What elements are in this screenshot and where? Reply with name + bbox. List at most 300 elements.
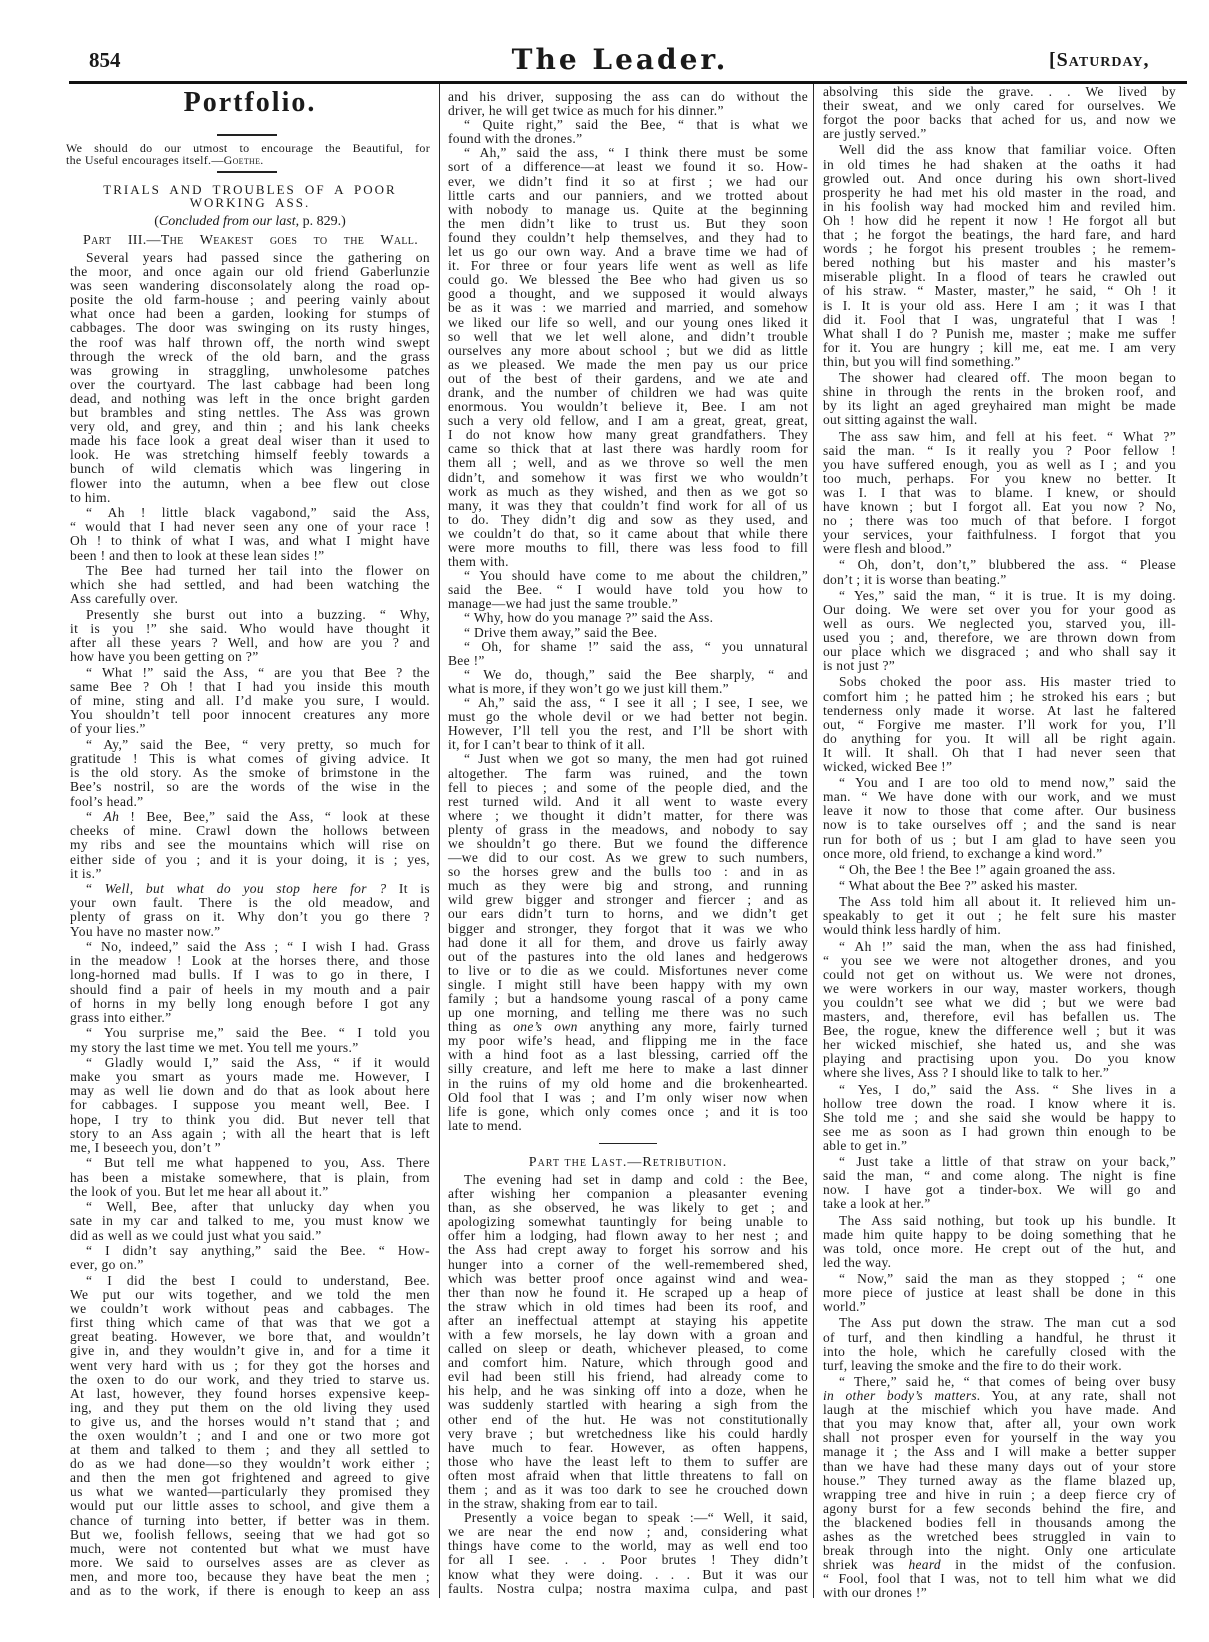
text-line: those who have the least left to them to suffer are [448,1453,808,1469]
text-line: give in, and they wouldn’t give in, and for a time it [70,1343,430,1359]
text-line: went very hard with us ; for they got the horses and [70,1357,430,1373]
text-line: been ! and then to look at these lean sides !” [70,547,325,563]
date-header: [Saturday, [1049,49,1150,71]
text-line: She told me ; and she said she would be happy to [823,1109,1176,1125]
text-line: posite the old farm-house ; and peering vainly about [70,292,430,308]
article-title-line: WORKING ASS. [189,194,311,210]
paragraph [823,1083,1176,1153]
paragraph [823,940,1176,1081]
text-line: break through into the night. Only one articulate [823,1543,1176,1559]
text-line: run for both of us ; but I am glad to have seen you [823,831,1176,847]
text-line: Ass carefully over. [70,591,179,607]
paragraph [823,85,1176,141]
text-line: should find a pair of heels in my mouth and a pair [70,981,430,997]
text-line: in the meadow ! Look at the horses there, and those [70,953,430,969]
section-title: Portfolio. [183,87,317,118]
text-line: said the man. “ Is it really you ? Poor fellow ! [823,442,1176,458]
text-line: “ Quite right,” said the Bee, “ that is what we [464,117,808,133]
text-line: ourselves any more about school ; but we did as little [448,342,808,358]
text-line: in his foolish way had mocked him and reviled him. [823,198,1176,214]
column-divider [439,84,440,1598]
text-line: their sweat, and we only cared for ourselves. We [823,98,1176,114]
text-line: out of the best of their gardens, and we ate and [448,370,808,386]
text-line: than we have had these many days out of your store [823,1458,1176,1474]
text-line: man. “ We have done with our work, and we must [823,789,1176,805]
text-line: over the courtyard. The last cabbage had been long [70,376,430,392]
text-line: wild grew bigger and stronger and fiercer ; and as [448,892,808,908]
text-line: world.” [823,1299,866,1315]
text-line: it. For three or four years life went as well as life [448,258,808,274]
text-line: see me as soon as I had grown thin enough to be [823,1123,1176,1139]
text-line: “ You surprise me,” said the Bee. “ I told you [86,1025,430,1041]
paragraph [448,752,808,1133]
text-line: good a thought, and we supposed it would always [448,286,808,302]
text-line: it, for I can’t bear to think of it all. [448,737,646,753]
paragraph [823,558,1176,586]
text-line: Oh ! how did he repent it now ! He forgot all but [823,212,1176,228]
text-line: look. He was stretching himself feebly towards a [70,447,430,463]
text-line: through the wreck of the old barn, and the grass [70,348,430,364]
text-line: tenderness only made it worse. At last he faltered [823,702,1176,718]
text-line: “ Now,” said the man as they stopped ; “ one [839,1271,1176,1287]
text-line: didn’t, and somehow it was first we who wouldn’t [448,469,808,485]
text-line: ever, go on.” [70,1257,144,1273]
text-line: the oxen to do our work, and they tried to starve us. [70,1371,430,1387]
text-line: than, as she observed, he was likely to get ; and [448,1200,808,1216]
text-line: found with the drones.” [448,131,583,147]
italic-text: one’s own [513,1019,578,1035]
article-title-line: TRIALS AND TROUBLES OF A POOR [103,182,397,197]
text-line: grass into either.” [70,1009,172,1025]
italic-text: Well, but what do you stop here for ? [104,881,387,897]
text-line: things have come to the world, may as well end too [448,1538,808,1554]
text-line: plenty of grass in the meadows, and nobody to say [448,821,808,837]
paragraph [823,776,1176,861]
paragraph [448,146,808,569]
text-line: driver, he will get twice as much for his dinner.” [448,103,724,119]
text-line: in old times he had shaken at the oaths it had [823,156,1176,172]
text-line: with a few morsels, he lay down with a groan and [448,1326,808,1342]
text-line: “ No, indeed,” said the Ass ; “ I wish I had. Grass [86,939,430,955]
text-line: “ you see we were not altogether drones, and you [823,952,1176,968]
text-line: However, I’ll tell you the rest, and I’ll be short with [448,723,808,739]
text-line: What shall I do ? Punish me, master ; make me suffer [823,325,1176,341]
text-line: playing and practising upon you. Do you know [823,1051,1176,1067]
text-line: out sitting against the wall. [823,412,978,428]
text-line: “ Ah ! little black vagabond,” said the Ass, [86,505,430,521]
text-line: take a look at her.” [823,1196,931,1212]
text-line: hope, I try to think you did. But never tell that [70,1111,430,1127]
text-line: We put our wits together, and we told the men [70,1287,430,1303]
text-line: sort of a difference—at least we found it so. How- [448,159,808,175]
continuation-note: (Concluded from our last, p. 829.) [154,214,346,229]
divider-rule [599,1143,657,1144]
text-line: do anything for you. It will all be right again. [823,730,1176,746]
text-line: to live or to die as we could. Misfortunes never come [448,962,808,978]
text-line: speakably to get it out ; he felt sure his master [823,908,1176,924]
text-line: and as to the work, if there is enough to keep an ass [70,1583,430,1599]
text-line: it is.” [70,865,102,881]
text-line: “ Ah,” said the ass, “ I think there must be some [464,145,808,161]
text-line: his help, and he was sinking off into a doze, when he [448,1383,808,1399]
text-line: either side of you ; and it is your doing, it is ; yes, [70,851,430,867]
text-line: to do. They didn’t dig and sow as they used, and [448,511,808,527]
paragraph [70,1026,430,1054]
text-line: enormous. You wouldn’t believe it, Bee. I am not [448,399,808,415]
paragraph [448,696,808,752]
text-line: dead, and nothing was left in the once bright garden [70,390,430,406]
text-line: faults. Nostra culpa; nostra maxima culpa, and past [448,1580,808,1596]
text-line: was seen wandering disconsolately along the road op- [70,278,430,294]
paragraph [448,640,808,668]
text-line: by its light an aged greyhaired man might be made [823,398,1176,414]
epigraph-line: We should do our utmost to encourage the Beautiful, for [66,141,430,155]
divider-rule [217,171,277,173]
text-line: the straw which in old times had been its roof, and [448,1298,808,1314]
text-line: Bee’s nostril, so are the words of the wise in the [70,779,430,795]
text-line: with our drones !” [823,1585,927,1601]
text-line: was growing in straggling, unwholesome patches [70,362,430,378]
text-line: with nobody to manage us. Quite at the beginning [448,201,808,217]
text-line: masters, and, therefore, evil has befallen us. The [823,1009,1176,1025]
epigraph-line [66,154,430,166]
text-line: said the man, “ and come along. The night is fine [823,1168,1176,1184]
text-line: the blackened bodies fell in thousands among the [823,1514,1176,1530]
text-line: work as much as they wished, and then as we got so [448,483,808,499]
text-line: in the ruins of my old home and die brokenhearted. [448,1075,808,1091]
text-line: them ; and as it was too dark to see he crouched down [448,1482,808,1497]
text-line: bigger and stronger, they forgot that it was we who [448,920,808,936]
text-line: for all I see. . . . Poor brutes ! They didn’t [448,1552,808,1568]
text-line: thin, but you will find something.” [823,353,1021,369]
text-line: bered nothing but his master and his master’s [823,255,1176,271]
text-line: may as well lie down and do that as look about here [70,1083,430,1099]
paragraph [448,569,808,611]
text-line: “ Oh, the Bee ! the Bee !” again groaned the ass. [839,861,1116,877]
text-line: first thing which came of that was that we got a [70,1315,430,1331]
text-line: led the way. [823,1254,892,1270]
text-line: after an ineffectual attempt at staying his appetite [448,1312,808,1328]
text-line: “ Gladly would I,” said the Ass, “ if it would [86,1055,430,1071]
text-line: Several years had passed since the gathering on [86,250,430,265]
text-line: my ribs and see the mountains which will rise on [70,837,430,853]
text-line: shall not prosper even for yourself in the way you [823,1430,1176,1446]
text-line: “ Oh, don’t, don’t,” blubbered the ass. “ Please [839,557,1176,573]
text-line: was told, once more. He crept out of the hut, and [823,1240,1176,1256]
text-line: leave it now to those that come after. Our business [823,803,1176,819]
text-line: the men didn’t like to trust us. But they soon [448,215,808,231]
text-line: “ You should have come to me about the children,” [464,568,808,584]
text-line: so well that we let well alone, and didn’t trouble [448,328,808,344]
paragraph [70,251,430,505]
text-line: “ Yes, I do,” said the Ass. “ She lives in a [839,1081,1176,1097]
text-line: did it. Fool that I was, ungrateful that I was ! [823,311,1176,327]
text-line: house.” They turned away as the flame blazed up, [823,1472,1176,1488]
text-line: Oh ! to think of what I was, and what I might have [70,533,430,549]
text-line: we couldn’t do that, so it came about that while there [448,525,808,541]
text-line: bunch of wild clematis which was lingering in [70,461,430,477]
paragraph [823,879,1176,893]
text-line: in other body’s matters. You, at any rate, shall not [823,1388,1176,1404]
paragraph [448,626,808,640]
text-line: and his driver, supposing the ass can do without the [448,89,808,104]
text-line: them with. [448,554,509,570]
text-line: we couldn’t work without peas and cabbages. The [70,1301,430,1317]
text-line: do as we had done—so they wouldn’t work either ; [70,1456,430,1472]
text-line: miserable plight. In a flood of tears he crawled out [823,269,1176,285]
text-line: your services, your faithfulness. I forgot that you [823,527,1176,543]
text-line: know what they were doing. . . . But it was our [448,1566,808,1582]
text-line: me, I beseech you, don’t ” [70,1139,221,1155]
text-line: we liked our life so well, and our young ones liked it [448,314,808,330]
text-line: after all these years ? Well, and how are you ? and [70,635,430,651]
text-line: “ I didn’t say anything,” said the Bee. “ How- [86,1243,430,1259]
text-line: were flesh and blood.” [823,541,952,557]
paragraph [70,882,430,938]
text-line: “ Just take a little of that straw on your back,” [839,1154,1176,1170]
text-line: manage it ; the Ass and I will make a better supper [823,1444,1176,1460]
paragraph [70,940,430,1025]
text-line: thing as one’s own anything any more, fairly turned [448,1019,808,1035]
text-line: made his face look a great deal wiser than it used to [70,433,430,449]
paragraph [448,1173,808,1511]
text-line: hollow tree down the road. I know where it is. [823,1095,1176,1111]
text-line: often most afraid when that little threatens to fall on [448,1467,808,1483]
text-line: that ; he forgot the beatings, the hard fare, and hard [823,227,1176,243]
text-line: I do not know how many great grandfathers. They [448,427,808,443]
text-line: You shouldn’t tell poor innocent creatures any more [70,707,430,723]
text-line: apologizing somewhat tauntingly for being unable to [448,1214,808,1230]
paragraph [448,611,808,625]
text-line: which she had settled, and had been watching the [70,577,430,593]
text-line: many, it was they that couldn’t find work for all of us [448,497,808,513]
text-line: our ears didn’t turn to horns, and we didn’t get [448,906,808,922]
text-line: “ What about the Bee ?” asked his master. [839,878,1078,893]
paragraph [448,118,808,146]
text-line: were more mouths to fill, there was less food to fill [448,540,808,555]
text-line: “ Just when we got so many, the men had got ruined [464,751,808,767]
text-line: very old, and grey, and thin ; and his lank cheeks [70,419,430,435]
paragraph [70,564,430,606]
text-line: is the old story. As the smoke of brimstone in the [70,765,430,781]
text-line: wicked, wicked Bee !” [823,758,953,774]
text-line: once more, old friend, to exchange a kind word.” [823,845,1103,861]
text-line: was suddenly startled with hearing a sigh from the [448,1397,808,1413]
text-line: did as well as we could just what you said.” [70,1227,322,1243]
text-line: could go. We blessed the Bee who had given us so [448,272,808,288]
text-line: late to mend. [448,1117,523,1133]
text-line: “ Ah !” said the man, when the ass had finished, [839,938,1176,954]
text-line: much as they were big and strong, and running [448,878,808,894]
text-line: up one morning, and telling me there was no such [448,1005,808,1021]
text-line: able to get in.” [823,1137,908,1153]
paragraph [823,1214,1176,1270]
text-line: The ass saw him, and fell at his feet. “ What ?” [839,428,1176,444]
text-line: “ What !” said the Ass, “ are you that Bee ? the [86,665,430,681]
text-line: flower into the autumn, when a bee flew out close [70,475,430,491]
text-line: ever, we didn’t find it so at first ; we had our [448,173,808,189]
text-line: into the hole, which he carefully closed with the [823,1343,1176,1359]
paragraph [823,675,1176,774]
text-line: altogether. The farm was ruined, and the town [448,765,808,781]
text-line: “ would that I had never seen any one of your race ! [70,519,430,535]
text-line: that you may know that, after all, your own work [823,1416,1176,1432]
text-line: now is to take ourselves off ; and the sand is near [823,817,1176,833]
text-line: now. I have got a tinder-box. We will go and [823,1182,1176,1198]
text-line: “ Well, but what do you stop here for ? It is [86,881,430,897]
paragraph [70,666,430,736]
text-line: “ Why, how do you manage ?” said the Ass. [464,610,714,626]
column-divider [813,84,814,1598]
text-line: make you smart as yours made me. However, I [70,1069,430,1085]
text-line: said the Bee. “ I would have told you how to [448,582,808,598]
text-line: “ Ay,” said the Bee, “ very pretty, so much for [86,737,430,753]
text-line: “ I did the best I could to understand, Bee. [86,1272,430,1288]
text-line: “ You and I are too old to mend now,” said the [839,775,1176,791]
text-line: The Bee had turned her tail into the flower on [86,563,430,579]
epigraph [66,142,430,166]
text-line: have much to fear. However, as often happens, [448,1439,808,1455]
text-line: men, and more too, because they have beat the men ; [70,1568,430,1584]
text-line: The shower had cleared off. The moon began to [839,370,1176,386]
text-line: our place which we disgraced ; and who shall say it [823,644,1176,660]
text-line: called on sleep or death, whichever pleased, to come [448,1341,808,1357]
text-line: was I. I that was to blame. I knew, or should [823,484,1176,500]
epigraph-text: the Useful encourages itself.— [66,153,224,167]
text-line: let us go our own way. And a brave time we had of [448,244,808,260]
text-line: what once had been a garden, looking for stumps of [70,306,430,322]
italic-text: Ah [103,809,120,825]
text-line: at them and talked to them ; and they all settled to [70,1442,430,1458]
text-line: ing, and they put them on the old living they used [70,1399,430,1415]
text-line: forgot the poor backs that ached for us, and now we [823,112,1176,128]
text-line: “ There,” said he, “ that comes of being over busy [839,1373,1176,1389]
paragraph [70,1056,430,1155]
text-line: how have you been getting on ?” [70,649,259,665]
text-line: sate in my car and talked to me, you must know we [70,1213,430,1229]
text-line: absolving this side the grave. . . We lived by [823,84,1176,99]
text-line: shriek was heard in the midst of the confusion. [823,1557,1177,1573]
text-line: you couldn’t see what we did ; but we were bad [823,994,1176,1010]
paragraph [823,1316,1176,1372]
text-line: “ Ah ! Bee, Bee,” said the Ass, “ look at these [86,809,430,825]
text-line: “ We do, though,” said the Bee sharply, “ and [464,666,808,682]
text-line: drank, and the number of children we had was quite [448,384,808,400]
text-line: no ; there was too much of that before. I forgot [823,513,1176,529]
text-line: evil had been still his friend, had already come to [448,1369,808,1385]
text-line: —we did to our cost. As we grew to such numbers, [448,850,808,866]
text-line: the moor, and once again our old friend Gaberlunzie [70,264,430,280]
text-line: plenty of grass on it. Why don’t you go there ? [70,909,430,925]
column-2-body [448,90,808,1596]
text-line: The Ass said nothing, but took up his bundle. It [839,1212,1176,1228]
text-line: hunger into a corner of the well-remembered shed, [448,1256,808,1272]
text-line: “ But tell me what happened to you, Ass. There [86,1155,430,1171]
text-line: for cabbages. I suppose you meant well, Bee. I [70,1097,430,1113]
text-line: of turf, and then kindling a handful, he thrust it [823,1329,1176,1345]
text-line: other end of the hut. He was not constitutionally [448,1411,808,1427]
text-line: are justly served.” [823,126,927,142]
text-line: you have suffered enough, you as well as I ; and you [823,456,1176,472]
text-line: out of the pastures into the old lanes and hedgerows [448,948,808,964]
text-line: well as ours. We neglected you, starved you, ill- [823,615,1176,631]
text-line: be as it was : we married and married, and somehow [448,300,808,316]
text-line: long-horned mad bulls. If I was to go in there, I [70,967,430,983]
text-line: agony burst for a few seconds behind the fire, and [823,1500,1176,1516]
italic-text: in other body’s matters. [823,1388,981,1404]
text-line: to give us, and the horses would n’t stand that ; and [70,1413,430,1429]
text-line: and then the men got frightened and agreed to give [70,1470,430,1486]
paragraph [70,1244,430,1272]
text-line: great beating. However, we bore that, and wouldn’t [70,1329,430,1345]
text-line: fell to pieces ; and some of the people died, and the [448,779,808,795]
text-line: so the horses grew and the bulls too : and in as [448,864,808,880]
text-line: Our doing. We were set over you for your good as [823,601,1176,617]
text-line: The Ass put down the straw. The man cut a sod [839,1315,1176,1331]
text-line: cabbages. The door was swinging on its rusty hinges, [70,320,430,336]
text-line: have known ; but I forgot all. Eat you now ? No, [823,499,1176,514]
masthead-title: The Leader. [511,43,729,76]
paragraph [823,1272,1176,1314]
text-line: made him quite happy to be doing something that he [823,1226,1176,1242]
paragraph [70,1274,430,1598]
text-line: It will. It shall. Oh that I had never seen that [823,744,1176,760]
text-line: them all ; well, and as we throve so well the men [448,455,808,471]
text-line: with a hind foot as a last blessing, carried off the [448,1047,808,1063]
paragraph [823,589,1176,674]
text-line: don’t ; it is worse than beating.” [823,571,1007,587]
text-line: The evening had set in damp and cold : the Bee, [464,1171,808,1187]
text-line: would put our little asses to school, and give them a [70,1498,430,1514]
divider-rule [217,134,277,136]
text-line: which was better proof once against wind and wea- [448,1270,808,1286]
column-3-body [823,85,1176,1600]
text-line: offer him a lodging, had flown away to her nest ; and [448,1228,808,1244]
text-line: for it. You are hungry ; kill me, eat me. I am very [823,339,1176,355]
text-line: of horns in my belly long enough before I got any [70,995,430,1011]
text-line: is not just ?” [823,658,896,674]
text-line: words ; he forgot his present troubles ; he remem- [823,241,1176,257]
text-line: turf, leaving the smoke and the fire to do their work. [823,1357,1122,1373]
text-line: too much, perhaps. For you knew no better. It [823,470,1176,486]
text-line: “ Oh, for shame !” said the ass, “ you unnatural [464,638,808,654]
text-line: gratitude ! This is what comes of giving advice. It [70,751,430,767]
text-line: ashes as the wretched bees struggled in vain to [823,1528,1176,1544]
paragraph [70,1200,430,1242]
text-line: we were workers in our way, master workers, though [823,980,1176,996]
text-line: as we pleased. We made the men pay us our price [448,356,808,372]
paragraph [823,863,1176,877]
text-line: chance of turning into better, if better was in them. [70,1512,430,1528]
text-line: Sobs choked the poor ass. His master tried to [839,674,1176,690]
paragraph [823,1375,1176,1601]
text-line: manage—we had just the same trouble.” [448,596,679,612]
paragraph [70,506,430,562]
text-line: where she lives, Ass ? I should like to talk to her.” [823,1065,1110,1081]
text-line: has been a mistake somewhere, that is plain, from [70,1169,430,1185]
italic-text: heard [908,1557,941,1573]
text-line: Presently she burst out into a buzzing. “ Why, [86,607,430,623]
text-line: of his straw. “ Master, master,” he said, “ Oh ! it [823,283,1176,299]
text-line: Old fool that I was ; and I’m only wiser now when [448,1089,808,1105]
text-line: more piece of justice at least shall be done in this [823,1285,1176,1301]
paragraph [70,1156,430,1198]
text-line: the look of you. But let me hear all about it.” [70,1183,329,1199]
text-line: we shouldn’t go there. But we found the difference [448,835,808,851]
text-line: silly creature, and left me here to make a last dinner [448,1061,808,1077]
section-heading: Part the Last.—Retribution. [528,1154,728,1170]
text-line: used you ; and, therefore, we are thrown down from [823,630,1176,646]
